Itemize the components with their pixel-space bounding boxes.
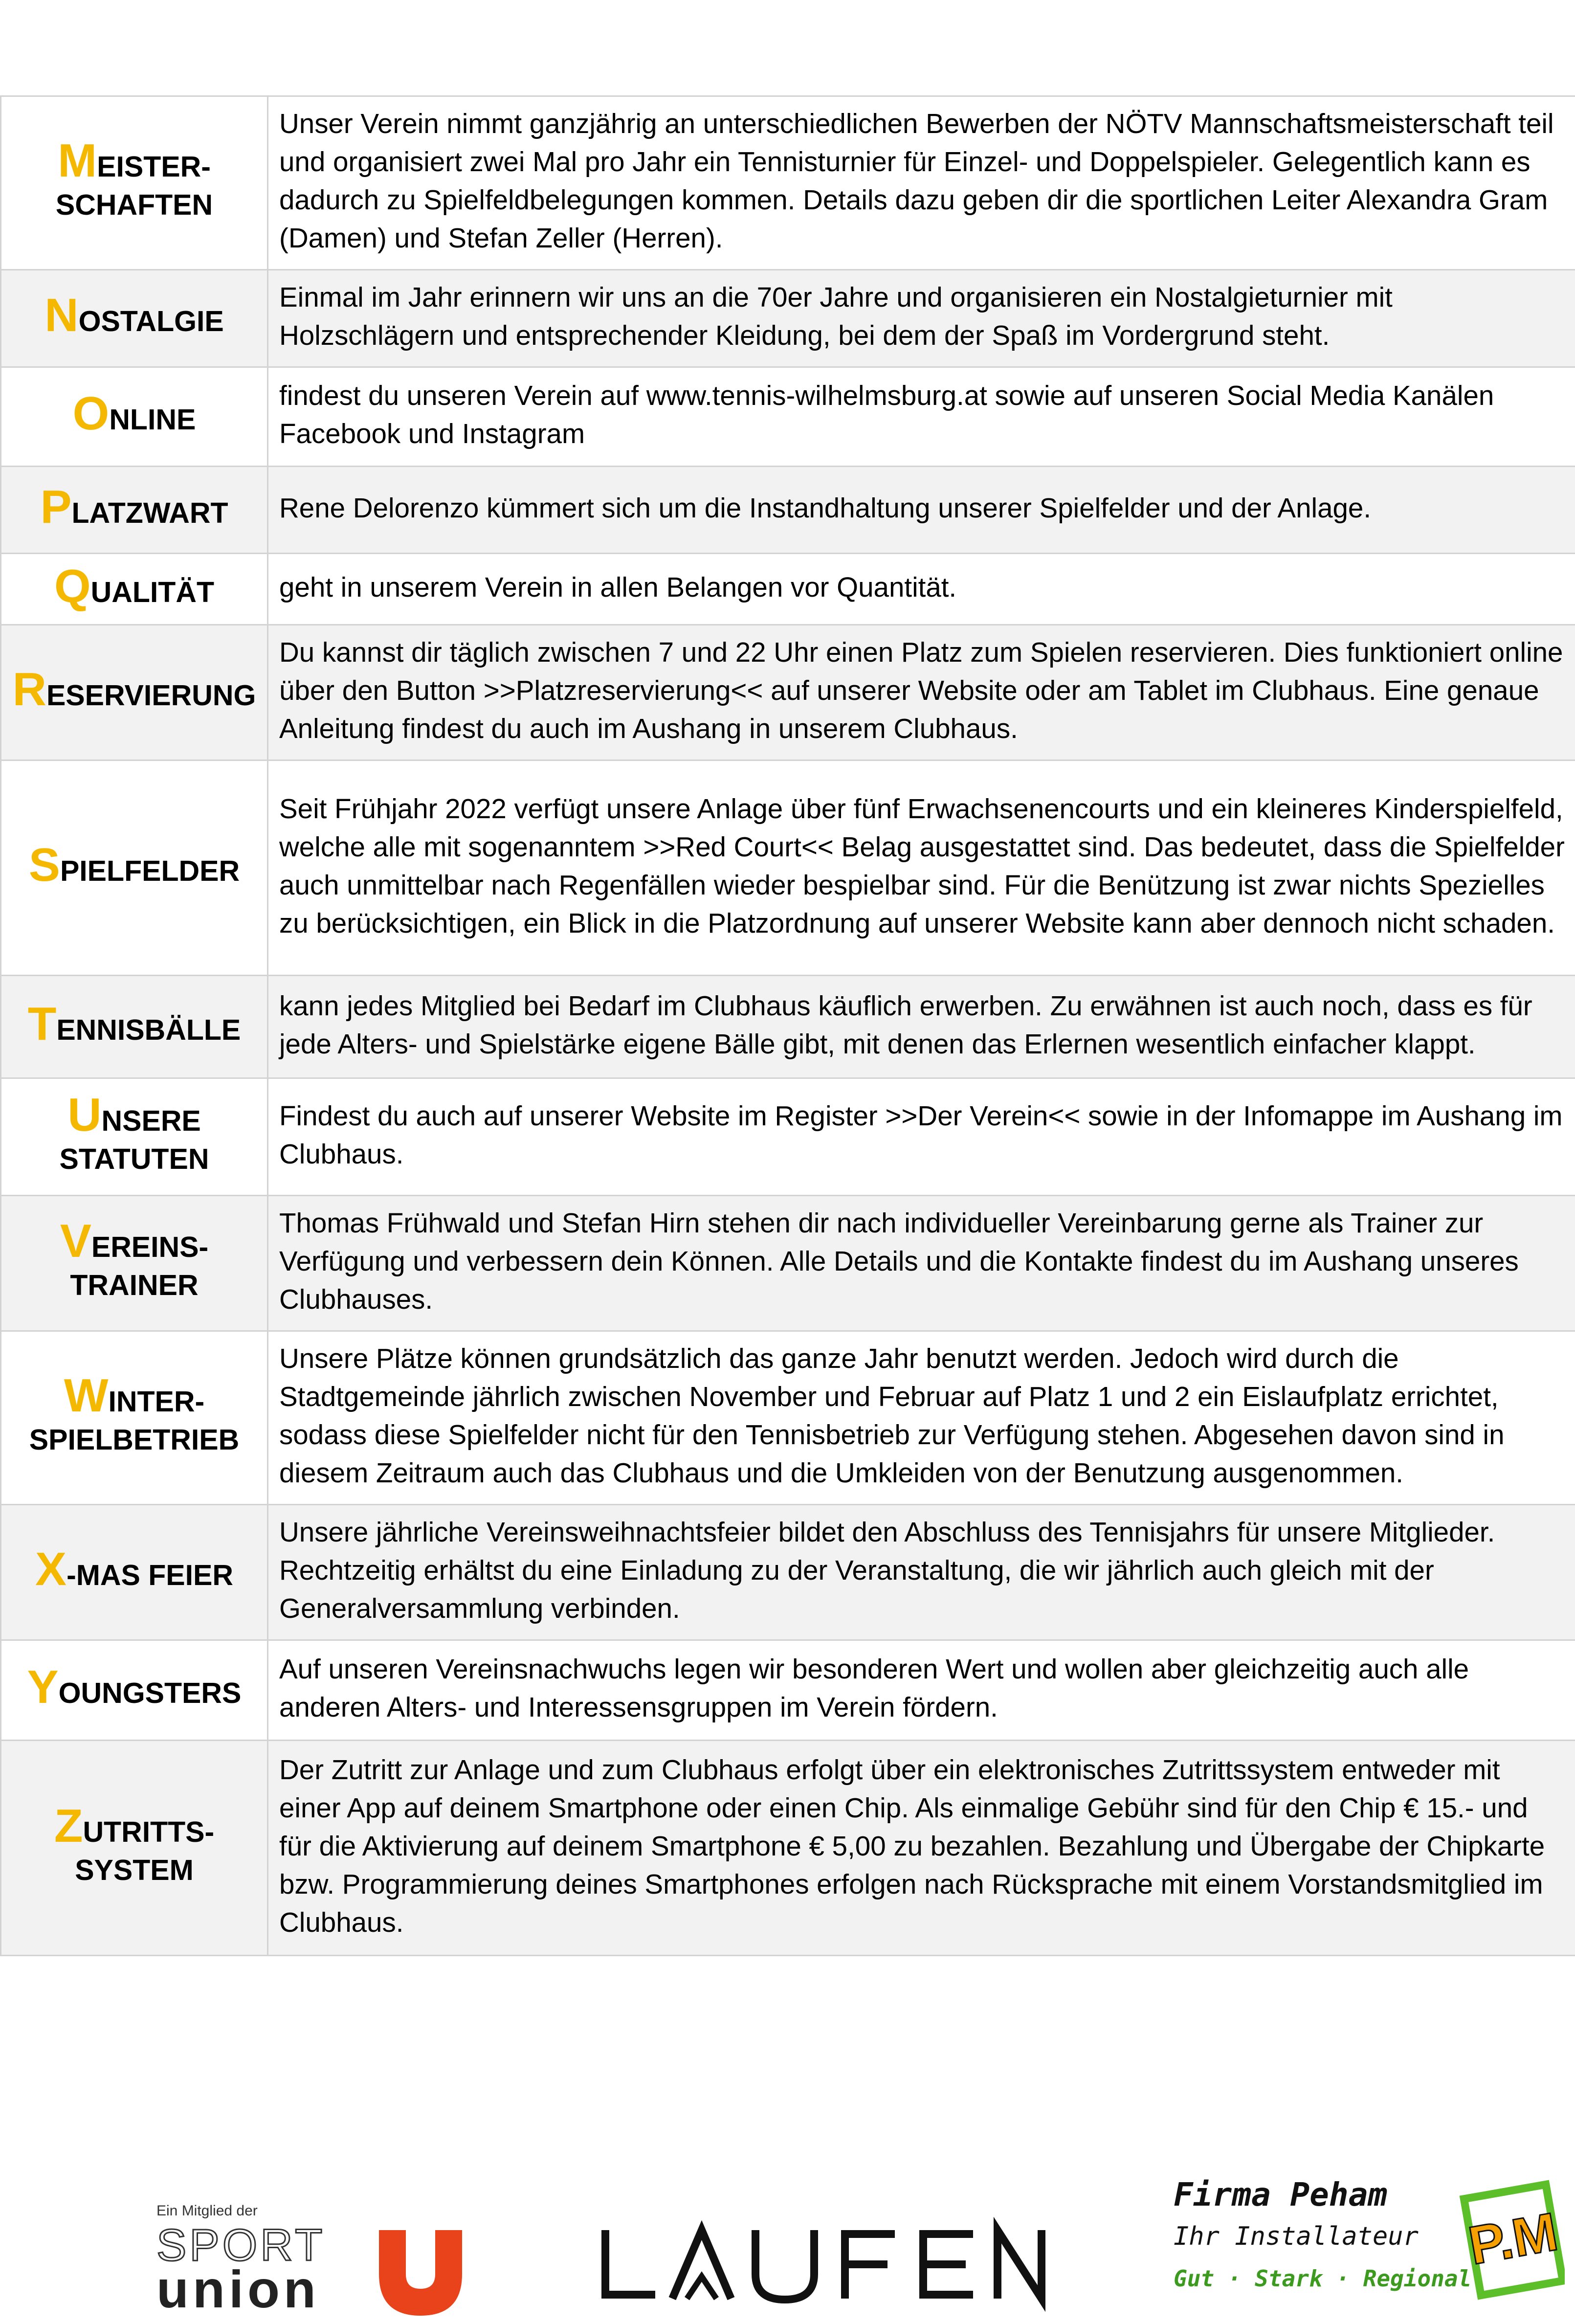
table-row: [1, 270, 1575, 367]
description-cell: Rene Delorenzo kümmert sich um die Instandhaltung unserer Spielfelder und der Anlage.: [268, 467, 1575, 554]
term-initial: Z: [54, 1799, 83, 1852]
term-label-line2: TRAINER: [70, 1269, 199, 1301]
term-label-line2: SPIELBETRIEB: [29, 1424, 240, 1456]
description-cell: geht in unserem Verein in allen Belangen vor Quantität.: [268, 554, 1575, 625]
term-label: OUNGSTERS: [58, 1677, 242, 1709]
term-cell: [1, 1196, 268, 1331]
term-initial: R: [12, 663, 46, 715]
peham-subtitle: Ihr Installateur: [1174, 2222, 1419, 2251]
sportunion-sport-word: SPORT: [156, 2220, 326, 2270]
term-initial: V: [60, 1215, 91, 1267]
term-cell: [1, 270, 268, 367]
sportunion-logo: [156, 2196, 469, 2318]
term-label: PIELFELDER: [60, 854, 240, 887]
term-label: EREINS-: [91, 1231, 209, 1263]
term-cell: [1, 1640, 268, 1741]
table-row: [1, 554, 1575, 625]
term-initial: M: [58, 134, 97, 187]
table-row: [1, 367, 1575, 467]
table-row: [1, 760, 1575, 976]
term-cell: [1, 1078, 268, 1196]
glossary-table: [0, 95, 1575, 1956]
description-cell: kann jedes Mitglied bei Bedarf im Clubhaus käuflich erwerben. Zu erwähnen ist auch noch, dass es für jede Alters- und Spielstärke eigene Bälle gibt, mit denen das Erlernen wesentlich einfacher klappt.: [268, 976, 1575, 1078]
term-label-line2: STATUTEN: [59, 1142, 209, 1175]
description-cell: findest du unseren Verein auf www.tennis-wilhelmsburg.at sowie auf unseren Social Media Kanälen Facebook und Instagram: [268, 367, 1575, 467]
peham-slogan: Gut · Stark · Regional: [1174, 2265, 1472, 2292]
term-label: UTRITTS-: [83, 1815, 215, 1848]
table-row: [1, 96, 1575, 270]
term-label: ESERVIERUNG: [46, 679, 256, 712]
term-initial: P: [40, 480, 72, 533]
term-cell: [1, 1741, 268, 1956]
term-label: INTER-: [108, 1385, 205, 1418]
table-row: [1, 1196, 1575, 1331]
term-initial: W: [64, 1369, 109, 1422]
description-cell: Unser Verein nimmt ganzjährig an unterschiedlichen Bewerben der NÖTV Mannschaftsmeisterschaft teil und organisiert zwei Mal pro Jahr ein Tennisturnier für Einzel- und Doppelspieler. Gelegentlich kann es dadurch zu Spielfeldbelegungen kommen. Details dazu geben dir die sportlichen Leiter Alexandra Gram (Damen) und Stefan Zeller (Herren).: [268, 96, 1575, 270]
table-row: [1, 1741, 1575, 1956]
term-label: EISTER-: [97, 151, 211, 183]
term-cell: [1, 554, 268, 625]
description-cell: Findest du auch auf unserer Website im Register >>Der Verein<< sowie in der Infomappe im Aushang im Clubhaus.: [268, 1078, 1575, 1196]
term-cell: [1, 1505, 268, 1640]
table-row: [1, 1505, 1575, 1640]
table-row: [1, 625, 1575, 760]
peham-badge: [1464, 2185, 1563, 2295]
sportunion-union-word: union: [156, 2259, 320, 2318]
term-initial: Y: [27, 1661, 59, 1713]
description-cell: Seit Frühjahr 2022 verfügt unsere Anlage über fünf Erwachsenencourts und ein kleineres Kinderspielfeld, welche alle mit sogenanntem >>Red Court<< Belag ausgestattet sind. Das bedeutet, dass die Spielfelder auch unmittelbar nach Regenfällen wieder bespielbar sind. Für die Benützung ist zwar nichts Spezielles zu berücksichtigen, ein Blick in die Platzordnung auf unserer Website kann aber dennoch nicht schaden.: [268, 760, 1575, 976]
table-row: [1, 1078, 1575, 1196]
description-cell: Thomas Frühwald und Stefan Hirn stehen dir nach individueller Vereinbarung gerne als Trainer zur Verfügung und verbessern dein Können. Alle Details und die Kontakte findest du im Aushang unseres Clubhauses.: [268, 1196, 1575, 1331]
term-initial: N: [44, 289, 79, 341]
description-cell: Der Zutritt zur Anlage und zum Clubhaus erfolgt über ein elektronisches Zutrittssystem entweder mit einer App auf deinem Smartphone oder einen Chip. Als einmalige Gebühr sind für den Chip € 15.- und für die Aktivierung auf deinem Smartphone € 5,00 zu bezahlen. Bezahlung und Übergabe der Chipkarte bzw. Programmierung deines Smartphones erfolgen nach Rücksprache mit einem Vorstandsmitglied im Clubhaus.: [268, 1741, 1575, 1956]
term-initial: Q: [54, 559, 91, 612]
term-cell: [1, 625, 268, 760]
description-cell: Einmal im Jahr erinnern wir uns an die 70er Jahre und organisieren ein Nostalgieturnier mit Holzschlägern und entsprechender Kleidung, bei dem der Spaß im Vordergrund steht.: [268, 270, 1575, 367]
term-label: LATZWART: [71, 496, 228, 529]
table-row: [1, 976, 1575, 1078]
table-row: [1, 1640, 1575, 1741]
description-cell: Du kannst dir täglich zwischen 7 und 22 Uhr einen Platz zum Spielen reservieren. Dies funktioniert online über den Button >>Platzreservierung<< auf unserer Website oder am Tablet im Clubhaus. Eine genaue Anleitung findest du auch im Aushang in unserem Clubhaus.: [268, 625, 1575, 760]
term-cell: [1, 96, 268, 270]
term-initial: U: [67, 1088, 102, 1141]
term-initial: T: [27, 997, 57, 1050]
sportunion-tagline: Ein Mitglied der: [156, 2203, 258, 2219]
term-label: OSTALGIE: [78, 305, 224, 337]
table-row: [1, 1331, 1575, 1505]
term-label-line2: SYSTEM: [75, 1854, 194, 1886]
term-initial: S: [28, 838, 60, 891]
term-initial: O: [72, 387, 110, 440]
term-label: -MAS FEIER: [67, 1559, 233, 1591]
peham-name: Firma Peham: [1174, 2176, 1388, 2213]
peham-logo: [1169, 2171, 1565, 2318]
table-row: [1, 467, 1575, 554]
term-cell: [1, 760, 268, 976]
term-initial: X: [35, 1543, 67, 1595]
description-cell: Auf unseren Vereinsnachwuchs legen wir besonderen Wert und wollen aber gleichzeitig auch alle anderen Alters- und Interessensgruppen im Verein fördern.: [268, 1640, 1575, 1741]
description-cell: Unsere Plätze können grundsätzlich das ganze Jahr benutzt werden. Jedoch wird durch die Stadtgemeinde jährlich zwischen November und Februar auf Platz 1 und 2 ein Eislaufplatz errichtet, sodass diese Spielfelder nicht für den Tennisbetrieb zur Verfügung stehen. Abgesehen davon sind in diesem Zeitraum auch das Clubhaus und die Umkleiden von der Benutzung ausgenommen.: [268, 1331, 1575, 1505]
sportunion-u-mark: [379, 2230, 462, 2316]
term-label: NLINE: [109, 403, 196, 436]
term-cell: [1, 367, 268, 467]
term-label: UALITÄT: [90, 576, 214, 608]
term-cell: [1, 976, 268, 1078]
peham-badge-text: P.M: [1464, 2201, 1562, 2276]
term-label: NSERE: [101, 1104, 201, 1137]
term-cell: [1, 1331, 268, 1505]
description-cell: Unsere jährliche Vereinsweihnachtsfeier bildet den Abschluss des Tennisjahrs für unsere Mitglieder. Rechtzeitig erhältst du eine Einladung zu der Veranstaltung, die wir jährlich auch gleich mit der Generalversammlung verbinden.: [268, 1505, 1575, 1640]
term-label-line2: SCHAFTEN: [55, 189, 213, 221]
term-label: ENNISBÄLLE: [56, 1013, 241, 1046]
term-cell: [1, 467, 268, 554]
laufen-logo: [592, 2215, 1056, 2313]
